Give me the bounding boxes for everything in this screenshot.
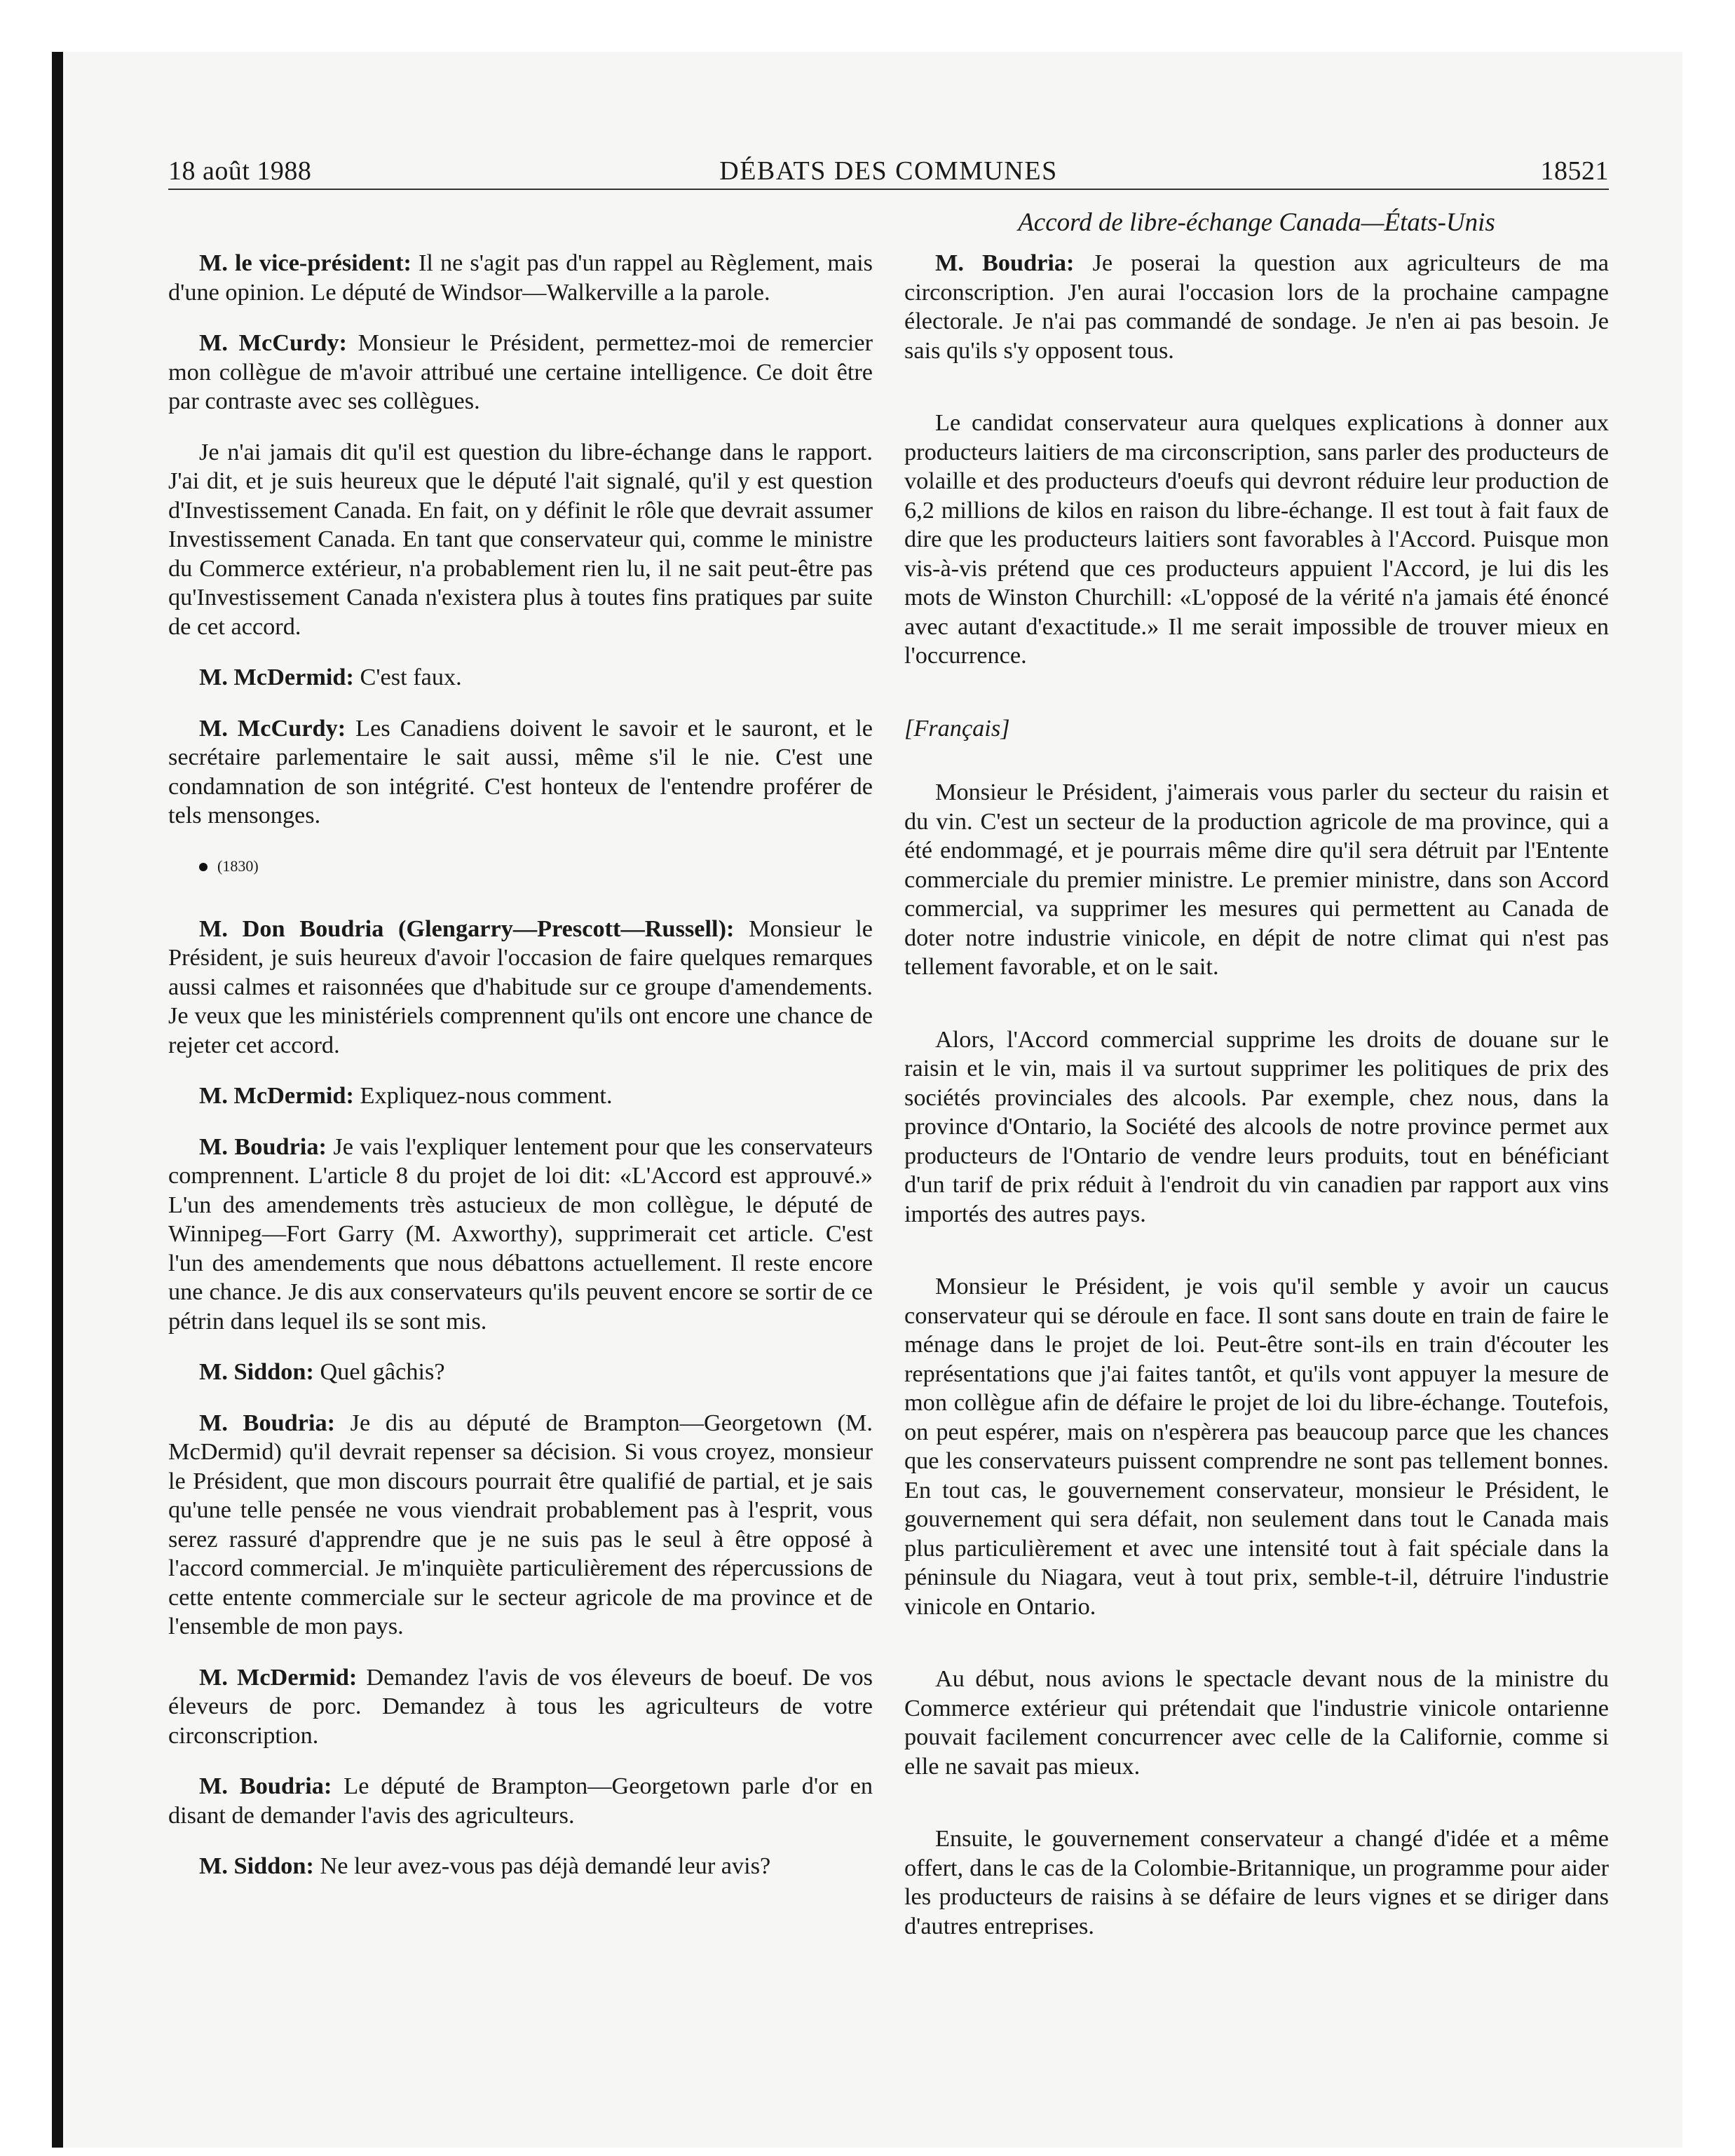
bullet-icon [199, 863, 207, 871]
speech-text: Quel gâchis? [313, 1358, 445, 1385]
speaker-name: M. McDermid: [199, 1663, 358, 1691]
speech-paragraph [904, 1824, 1609, 1941]
speaker-name: M. McDermid: [199, 664, 354, 690]
language-marker [904, 714, 1609, 744]
speech-text: Ne leur avez-vous pas déjà demandé leur avis? [313, 1853, 771, 1879]
time-marker-text: (1830) [217, 857, 259, 875]
speaker-name: M. McCurdy: [199, 329, 347, 356]
header-date: 18 août 1988 [168, 156, 312, 186]
header-title: DÉBATS DES COMMUNES [719, 156, 1058, 186]
speech-paragraph [168, 1358, 873, 1387]
speech-text: Monsieur le Président, j'aimerais vous parler du secteur du raisin et du vin. C'est un secteur de la production agricole de ma province, qui a été endommagé, et je pourrais même dire qu'il sera détruit par l'Entente commerciale du premier ministre. Le premier ministre, dans son Accord commercial, va supprimer les mesures qui permettent au Canada de doter notre industrie vinicole, en dépit de notre climat qui n'est pas tellement favorable, et on le sait. [904, 779, 1609, 980]
header-rule [168, 189, 1609, 190]
speech-text: Je dis au député de Brampton—Georgetown (M. McDermid) qu'il devrait repenser sa décision. Si vous croyez, monsieur le Président, que mon discours pourrait être qualifié de partial, et je sais qu'une telle pensée ne vous viendrait probablement pas à l'esprit, vous serez rassuré d'apprendre que je ne suis pas le seul à être opposé à l'accord commercial. Je m'inquiète particulièrement des répercussions de cette entente commerciale sur le secteur agricole de ma province et de l'ensemble de mon pays. [168, 1409, 873, 1639]
speech-paragraph [168, 1852, 873, 1881]
speech-paragraph [904, 1272, 1609, 1621]
speech-text: Je poserai la question aux agriculteurs de ma circonscription. J'en aurai l'occasion lors de la prochaine campagne électorale. Je n'ai pas commandé de sondage. Je n'en ai pas besoin. Je sais qu'ils s'y opposent tous. [904, 250, 1610, 364]
speech-paragraph [168, 1663, 873, 1751]
speaker-name: M. Siddon: [199, 1358, 314, 1385]
speaker-name: M. McDermid: [199, 1082, 354, 1109]
speech-text: Les Canadiens doivent le savoir et le sauront, et le secrétaire parlementaire le sait aussi, même s'il le nie. C'est une condamnation de son intégrité. C'est honteux de l'entendre proférer de tels mensonges. [168, 714, 873, 828]
speech-text: Au début, nous avions le spectacle devant nous de la ministre du Commerce extérieur qui prétendait que l'industrie vinicole ontarienne pouvait facilement concurrencer avec celle de la Californie, comme si elle ne savait pas mieux. [904, 1665, 1609, 1780]
speech-paragraph [904, 1665, 1609, 1781]
speech-text: Expliquez-nous comment. [353, 1082, 613, 1109]
speech-paragraph [904, 778, 1609, 982]
speech-paragraph [168, 438, 873, 642]
speech-paragraph [168, 249, 873, 307]
speech-paragraph [168, 1133, 873, 1337]
scan-left-border [52, 52, 63, 2148]
speech-paragraph [168, 1772, 873, 1830]
speech-paragraph [168, 1409, 873, 1642]
speech-text: Monsieur le Président, je suis heureux d'avoir l'occasion de faire quelques remarques aussi calmes et raisonnées que d'habitude sur ce groupe d'amendements. Je veux que les ministériels comprennent qu'ils ont encore une chance de rejeter cet accord. [168, 915, 873, 1058]
speaker-name: M. Don Boudria (Glengarry—Prescott—Russell): [199, 915, 735, 942]
speech-text: Monsieur le Président, permettez-moi de remercier mon collègue de m'avoir attribué une certaine intelligence. Ce doit être par contraste avec ses collègues. [168, 329, 873, 414]
speech-paragraph [904, 409, 1609, 671]
page-header [168, 156, 1609, 191]
speaker-name: M. Boudria: [199, 1773, 332, 1799]
right-column [904, 249, 1609, 1984]
speaker-name: M. Boudria: [199, 1133, 327, 1160]
speech-text: C'est faux. [353, 664, 462, 690]
speech-text: Monsieur le Président, je vois qu'il semble y avoir un caucus conservateur qui se déroule en face. Il sont sans doute en train de faire le ménage dans le projet de loi. Peut-être sont-ils en train d'écouter les représentations que j'ai faites tantôt, et qu'ils vont appuyer la mesure de mon collègue afin de défaire le projet de loi du libre-échange. Toutefois, on peut espérer, mais on n'espèrera pas beaucoup parce que les chances que les conservateurs puissent comprendre ne sont pas tellement bonnes. En tout cas, le gouvernement conservateur, monsieur le Président, le gouvernement qui sera défait, non seulement dans tout le Canada mais plus particulièrement et avec une intensité tout à fait spéciale dans la péninsule du Niagara, veut à tout prix, semble-t-il, détruire l'industrie vinicole en Ontario. [904, 1273, 1609, 1620]
speech-paragraph [168, 714, 873, 831]
speech-text: Je n'ai jamais dit qu'il est question du libre-échange dans le rapport. J'ai dit, et je suis heureux que le député l'ait signalé, qu'il y est question d'Investissement Canada. En fait, on y définit le rôle que devrait assumer Investissement Canada. En tant que conservateur qui, comme le ministre du Commerce extérieur, n'a probablement rien lu, il ne sait peut-être pas qu'Investissement Canada n'existera plus à toutes fins pratiques par suite de cet accord. [168, 438, 873, 640]
speech-text: [Français] [904, 714, 1010, 742]
speaker-name: M. le vice-président: [199, 250, 411, 276]
speech-text: Alors, l'Accord commercial supprime les droits de douane sur le raisin et le vin, mais il va surtout supprimer les politiques de prix des sociétés provinciales des alcools. Par exemple, chez nous, dans la province d'Ontario, la Société des alcools de notre province permet aux producteurs de l'Ontario de vendre leurs produits, tout en bénéficiant d'un tarif de prix réduit à l'endroit du vin canadien par rapport aux vins importés des autres pays. [904, 1025, 1609, 1227]
speech-text: Le député de Brampton—Georgetown parle d'or en disant de demander l'avis des agriculteurs. [168, 1773, 873, 1829]
speaker-name: M. Siddon: [199, 1853, 314, 1879]
section-subtitle: Accord de libre-échange Canada—États-Unis [1018, 208, 1495, 237]
speech-paragraph [168, 1082, 873, 1111]
speech-text: Le candidat conservateur aura quelques explications à donner aux producteurs laitiers de ma circonscription, sans parler des producteurs de volaille et des producteurs d'oeufs qui devront réduire leur production de 6,2 millions de kilos en raison du libre-échange. Il est tout à fait faux de dire que les producteurs laitiers sont favorables à l'Accord. Puisque mon vis-à-vis prétend que ces producteurs appuient l'Accord, je lui dis les mots de Winston Churchill: «L'opposé de la vérité n'a jamais été énoncé avec autant d'exactitude.» Il me serait impossible de trouver mieux en l'occurrence. [904, 409, 1609, 669]
speech-paragraph [904, 249, 1609, 365]
page-number: 18521 [1540, 156, 1609, 186]
speech-text: Ensuite, le gouvernement conservateur a changé d'idée et a même offert, dans le cas de la Colombie-Britannique, un programme pour aider les producteurs de raisins à se défaire de leurs vignes et se diriger dans d'autres entreprises. [904, 1825, 1609, 1939]
speaker-name: M. McCurdy: [199, 714, 346, 742]
speech-text: Demandez l'avis de vos éleveurs de boeuf. De vos éleveurs de porc. Demandez à tous les agriculteurs de votre circonscription. [168, 1663, 873, 1749]
speaker-name: M. Boudria: [935, 250, 1075, 276]
speech-text: Il ne s'agit pas d'un rappel au Règlement, mais d'une opinion. Le député de Windsor—Walkerville a la parole. [168, 250, 873, 306]
speech-paragraph [168, 915, 873, 1060]
time-marker [199, 857, 873, 875]
speech-paragraph [168, 663, 873, 692]
speech-text: Je vais l'expliquer lentement pour que les conservateurs comprennent. L'article 8 du projet de loi dit: «L'Accord est approuvé.» L'un des amendements très astucieux de mon collègue, le député de Winnipeg—Fort Garry (M. Axworthy), supprimerait cet article. C'est l'un des amendements que nous débattons actuellement. Il reste encore une chance. Je dis aux conservateurs qu'ils peuvent encore se sortir de ce pétrin dans lequel ils se sont mis. [168, 1133, 873, 1335]
speech-paragraph [168, 329, 873, 416]
left-column [168, 249, 873, 1903]
speech-paragraph [904, 1025, 1609, 1229]
speaker-name: M. Boudria: [199, 1409, 336, 1436]
